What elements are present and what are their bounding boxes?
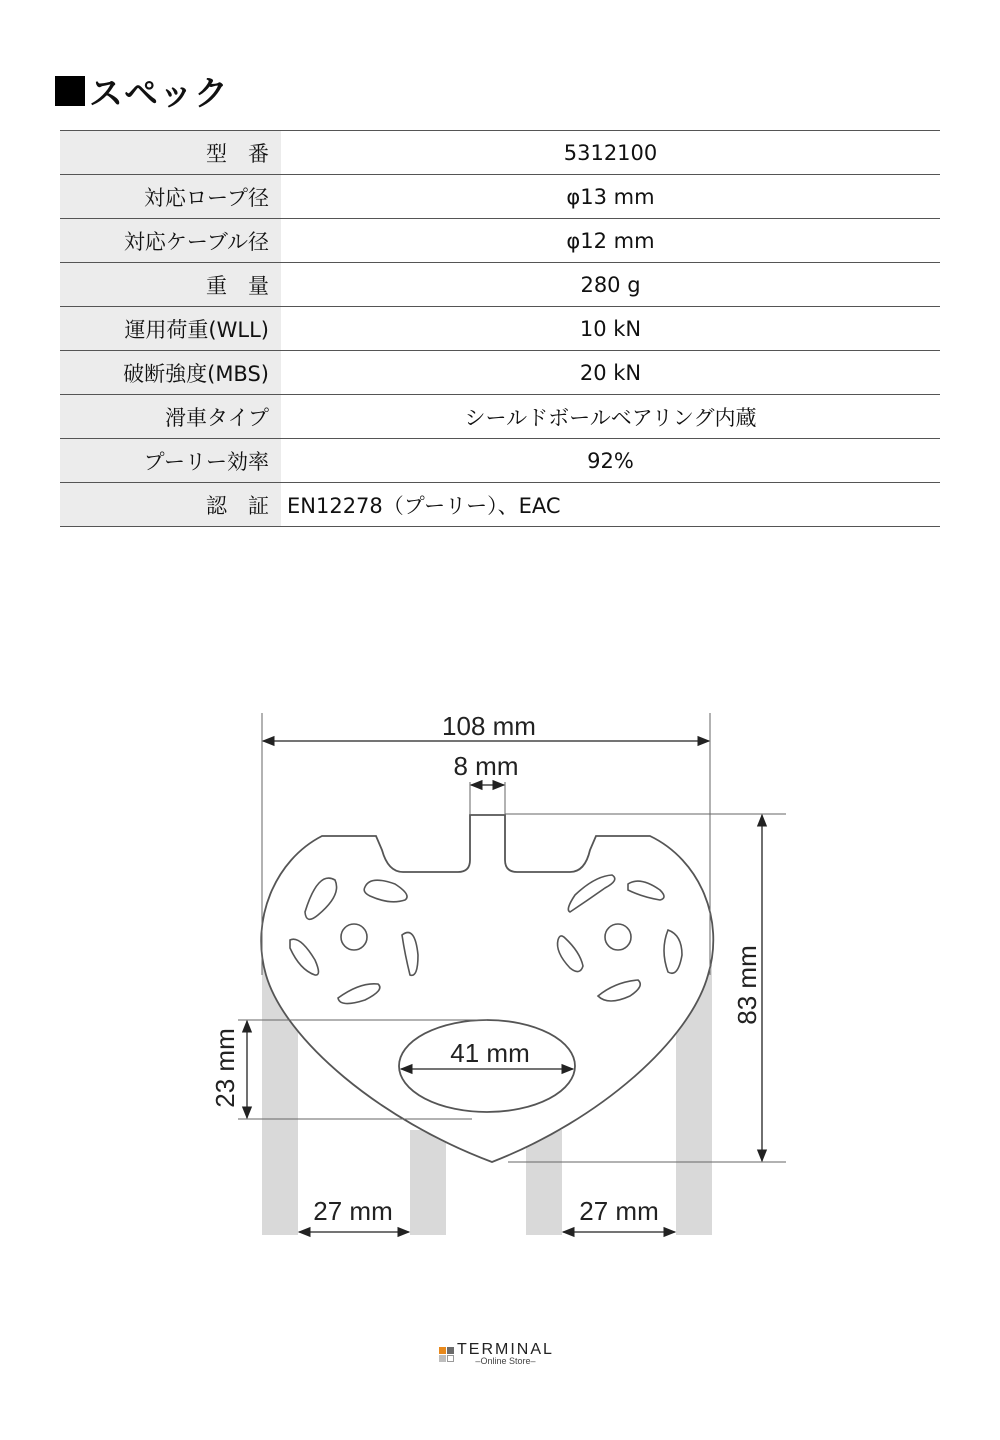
spec-label: プーリー効率 bbox=[60, 439, 281, 483]
logo-square bbox=[447, 1347, 454, 1354]
spec-value: 10 kN bbox=[281, 307, 940, 351]
spec-value: φ12 mm bbox=[281, 219, 940, 263]
spec-heading-text: スペック bbox=[89, 74, 229, 114]
left-gap-label: 27 mm bbox=[313, 1196, 393, 1226]
spec-label: 型 番 bbox=[60, 131, 281, 175]
spec-label: 認 証 bbox=[60, 483, 281, 527]
height-label: 83 mm bbox=[732, 945, 762, 1025]
table-row bbox=[60, 307, 940, 351]
pulley-dimension-diagram bbox=[200, 700, 800, 1240]
spec-value: シールドボールベアリング内蔵 bbox=[281, 395, 940, 439]
spec-label: 重 量 bbox=[60, 263, 281, 307]
table-row bbox=[60, 483, 940, 527]
right-gap-label: 27 mm bbox=[579, 1196, 659, 1226]
logo-sub: –Online Store– bbox=[475, 1356, 536, 1366]
logo-mark-icon bbox=[439, 1347, 454, 1362]
logo-square bbox=[439, 1355, 446, 1362]
width-label: 108 mm bbox=[442, 711, 536, 741]
spec-label: 滑車タイプ bbox=[60, 395, 281, 439]
square-bullet-icon bbox=[55, 76, 85, 106]
spec-label: 対応ケーブル径 bbox=[60, 219, 281, 263]
terminal-logo bbox=[439, 1343, 554, 1366]
table-row bbox=[60, 219, 940, 263]
table-row bbox=[60, 395, 940, 439]
spec-heading bbox=[55, 66, 229, 115]
rope-bar bbox=[410, 1130, 446, 1235]
spec-value: 92% bbox=[281, 439, 940, 483]
table-row bbox=[60, 439, 940, 483]
spec-value: φ13 mm bbox=[281, 175, 940, 219]
spec-table bbox=[60, 130, 940, 527]
logo-square bbox=[439, 1347, 446, 1354]
spec-label: 運用荷重(WLL) bbox=[60, 307, 281, 351]
table-row bbox=[60, 175, 940, 219]
spec-label: 破断強度(MBS) bbox=[60, 351, 281, 395]
slot-label: 8 mm bbox=[453, 751, 519, 781]
table-row bbox=[60, 351, 940, 395]
logo-sub-text: Online Store bbox=[480, 1356, 531, 1366]
table-row bbox=[60, 263, 940, 307]
spec-value: 5312100 bbox=[281, 131, 940, 175]
spec-label: 対応ロープ径 bbox=[60, 175, 281, 219]
logo-square bbox=[447, 1355, 454, 1362]
logo-brand: TERMINAL bbox=[457, 1341, 554, 1358]
hole-icon bbox=[605, 924, 631, 950]
table-row bbox=[60, 131, 940, 175]
oval-height-label: 23 mm bbox=[210, 1028, 240, 1108]
spec-value: 20 kN bbox=[281, 351, 940, 395]
spec-value: 280 g bbox=[281, 263, 940, 307]
spec-value: EN12278（プーリー）、EAC bbox=[281, 483, 940, 527]
oval-width-label: 41 mm bbox=[450, 1038, 530, 1068]
hole-icon bbox=[341, 924, 367, 950]
